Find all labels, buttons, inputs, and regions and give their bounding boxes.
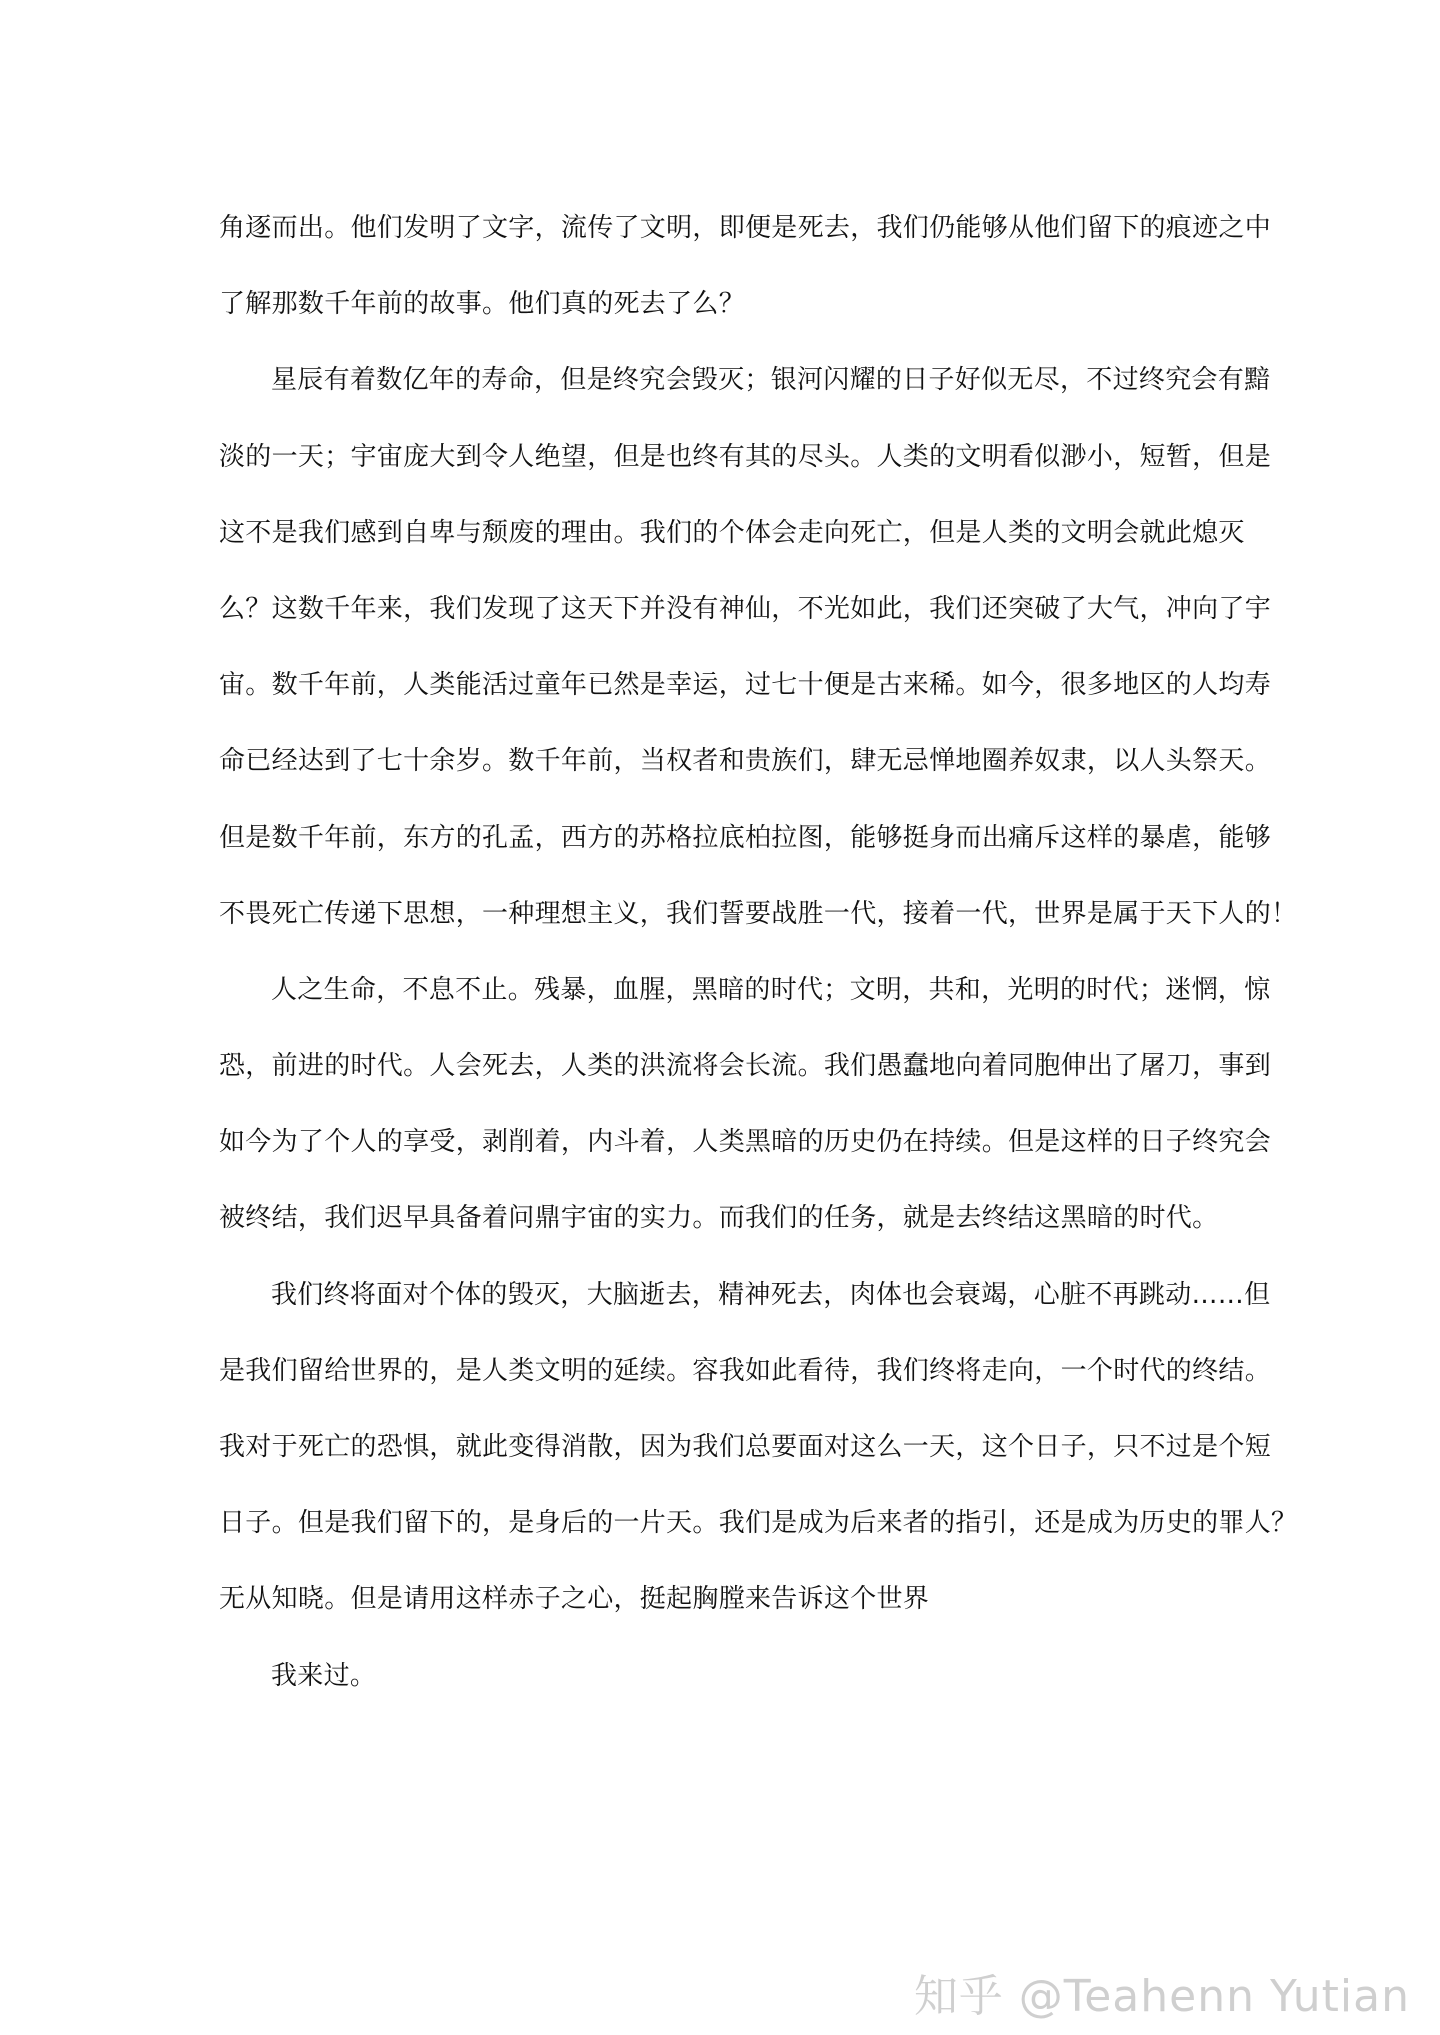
paragraph: [219, 1638, 1229, 1714]
text-line: 被终结，我们迟早具备着问鼎宇宙的实力。而我们的任务，就是去终结这黑暗的时代。: [219, 1203, 1219, 1234]
text-line: 星辰有着数亿年的寿命，但是终究会毁灭；银河闪耀的日子好似无尽，不过终究会有黯: [271, 365, 1271, 396]
text-line: 人之生命，不息不止。残暴，血腥，黑暗的时代；文明，共和，光明的时代；迷惘，惊: [271, 974, 1271, 1005]
paragraph: [219, 342, 1298, 952]
paragraph: [219, 1257, 1298, 1638]
text-line: 我对于死亡的恐惧，就此变得消散，因为我们总要面对这么一天，这个日子，只不过是个短: [219, 1432, 1272, 1462]
text-line: 了解那数千年前的故事。他们真的死去了么？: [219, 289, 746, 320]
paragraph: [219, 190, 1272, 342]
text-line: 恐，前进的时代。人会死去，人类的洪流将会长流。我们愚蠢地向着同胞伸出了屠刀，事到: [219, 1051, 1272, 1082]
paragraph: [219, 952, 1272, 1257]
text-line: 我们终将面对个体的毁灭，大脑逝去，精神死去，肉体也会衰竭，心脏不再跳动……但: [271, 1279, 1271, 1310]
document-body: [219, 190, 1298, 1714]
text-line: 不畏死亡传递下思想，一种理想主义，我们誓要战胜一代，接着一代，世界是属于天下人的！: [219, 898, 1298, 929]
text-line: 这不是我们感到自卑与颓废的理由。我们的个体会走向死亡，但是人类的文明会就此熄灭: [219, 517, 1245, 548]
text-line: 角逐而出。他们发明了文字，流传了文明，即便是死去，我们仍能够从他们留下的痕迹之中: [219, 213, 1272, 243]
text-line: 命已经达到了七十余岁。数千年前，当权者和贵族们，肆无忌惮地圈养奴隶，以人头祭天。: [219, 746, 1272, 777]
text-line: 但是数千年前，东方的孔孟，西方的苏格拉底柏拉图，能够挺身而出痛斥这样的暴虐，能够: [219, 822, 1272, 853]
text-line: 我来过。: [271, 1660, 377, 1691]
text-line: 日子。但是我们留下的，是身后的一片天。我们是成为后来者的指引，还是成为历史的罪人？: [219, 1508, 1298, 1539]
text-line: 淡的一天；宇宙庞大到令人绝望，但是也终有其的尽头。人类的文明看似渺小，短暂，但是: [219, 441, 1272, 472]
text-line: 如今为了个人的享受，剥削着，内斗着，人类黑暗的历史仍在持续。但是这样的日子终究会: [219, 1127, 1272, 1158]
text-line: 么？这数千年来，我们发现了这天下并没有神仙，不光如此，我们还突破了大气，冲向了宇: [219, 593, 1272, 624]
text-line: 是我们留给世界的，是人类文明的延续。容我如此看待，我们终将走向，一个时代的终结。: [219, 1355, 1272, 1386]
watermark: 知乎 @Teahenn Yutian: [913, 1971, 1410, 2022]
text-line: 无从知晓。但是请用这样赤子之心，挺起胸膛来告诉这个世界: [219, 1584, 930, 1615]
text-line: 宙。数千年前，人类能活过童年已然是幸运，过七十便是古来稀。如今，很多地区的人均寿: [219, 670, 1272, 701]
